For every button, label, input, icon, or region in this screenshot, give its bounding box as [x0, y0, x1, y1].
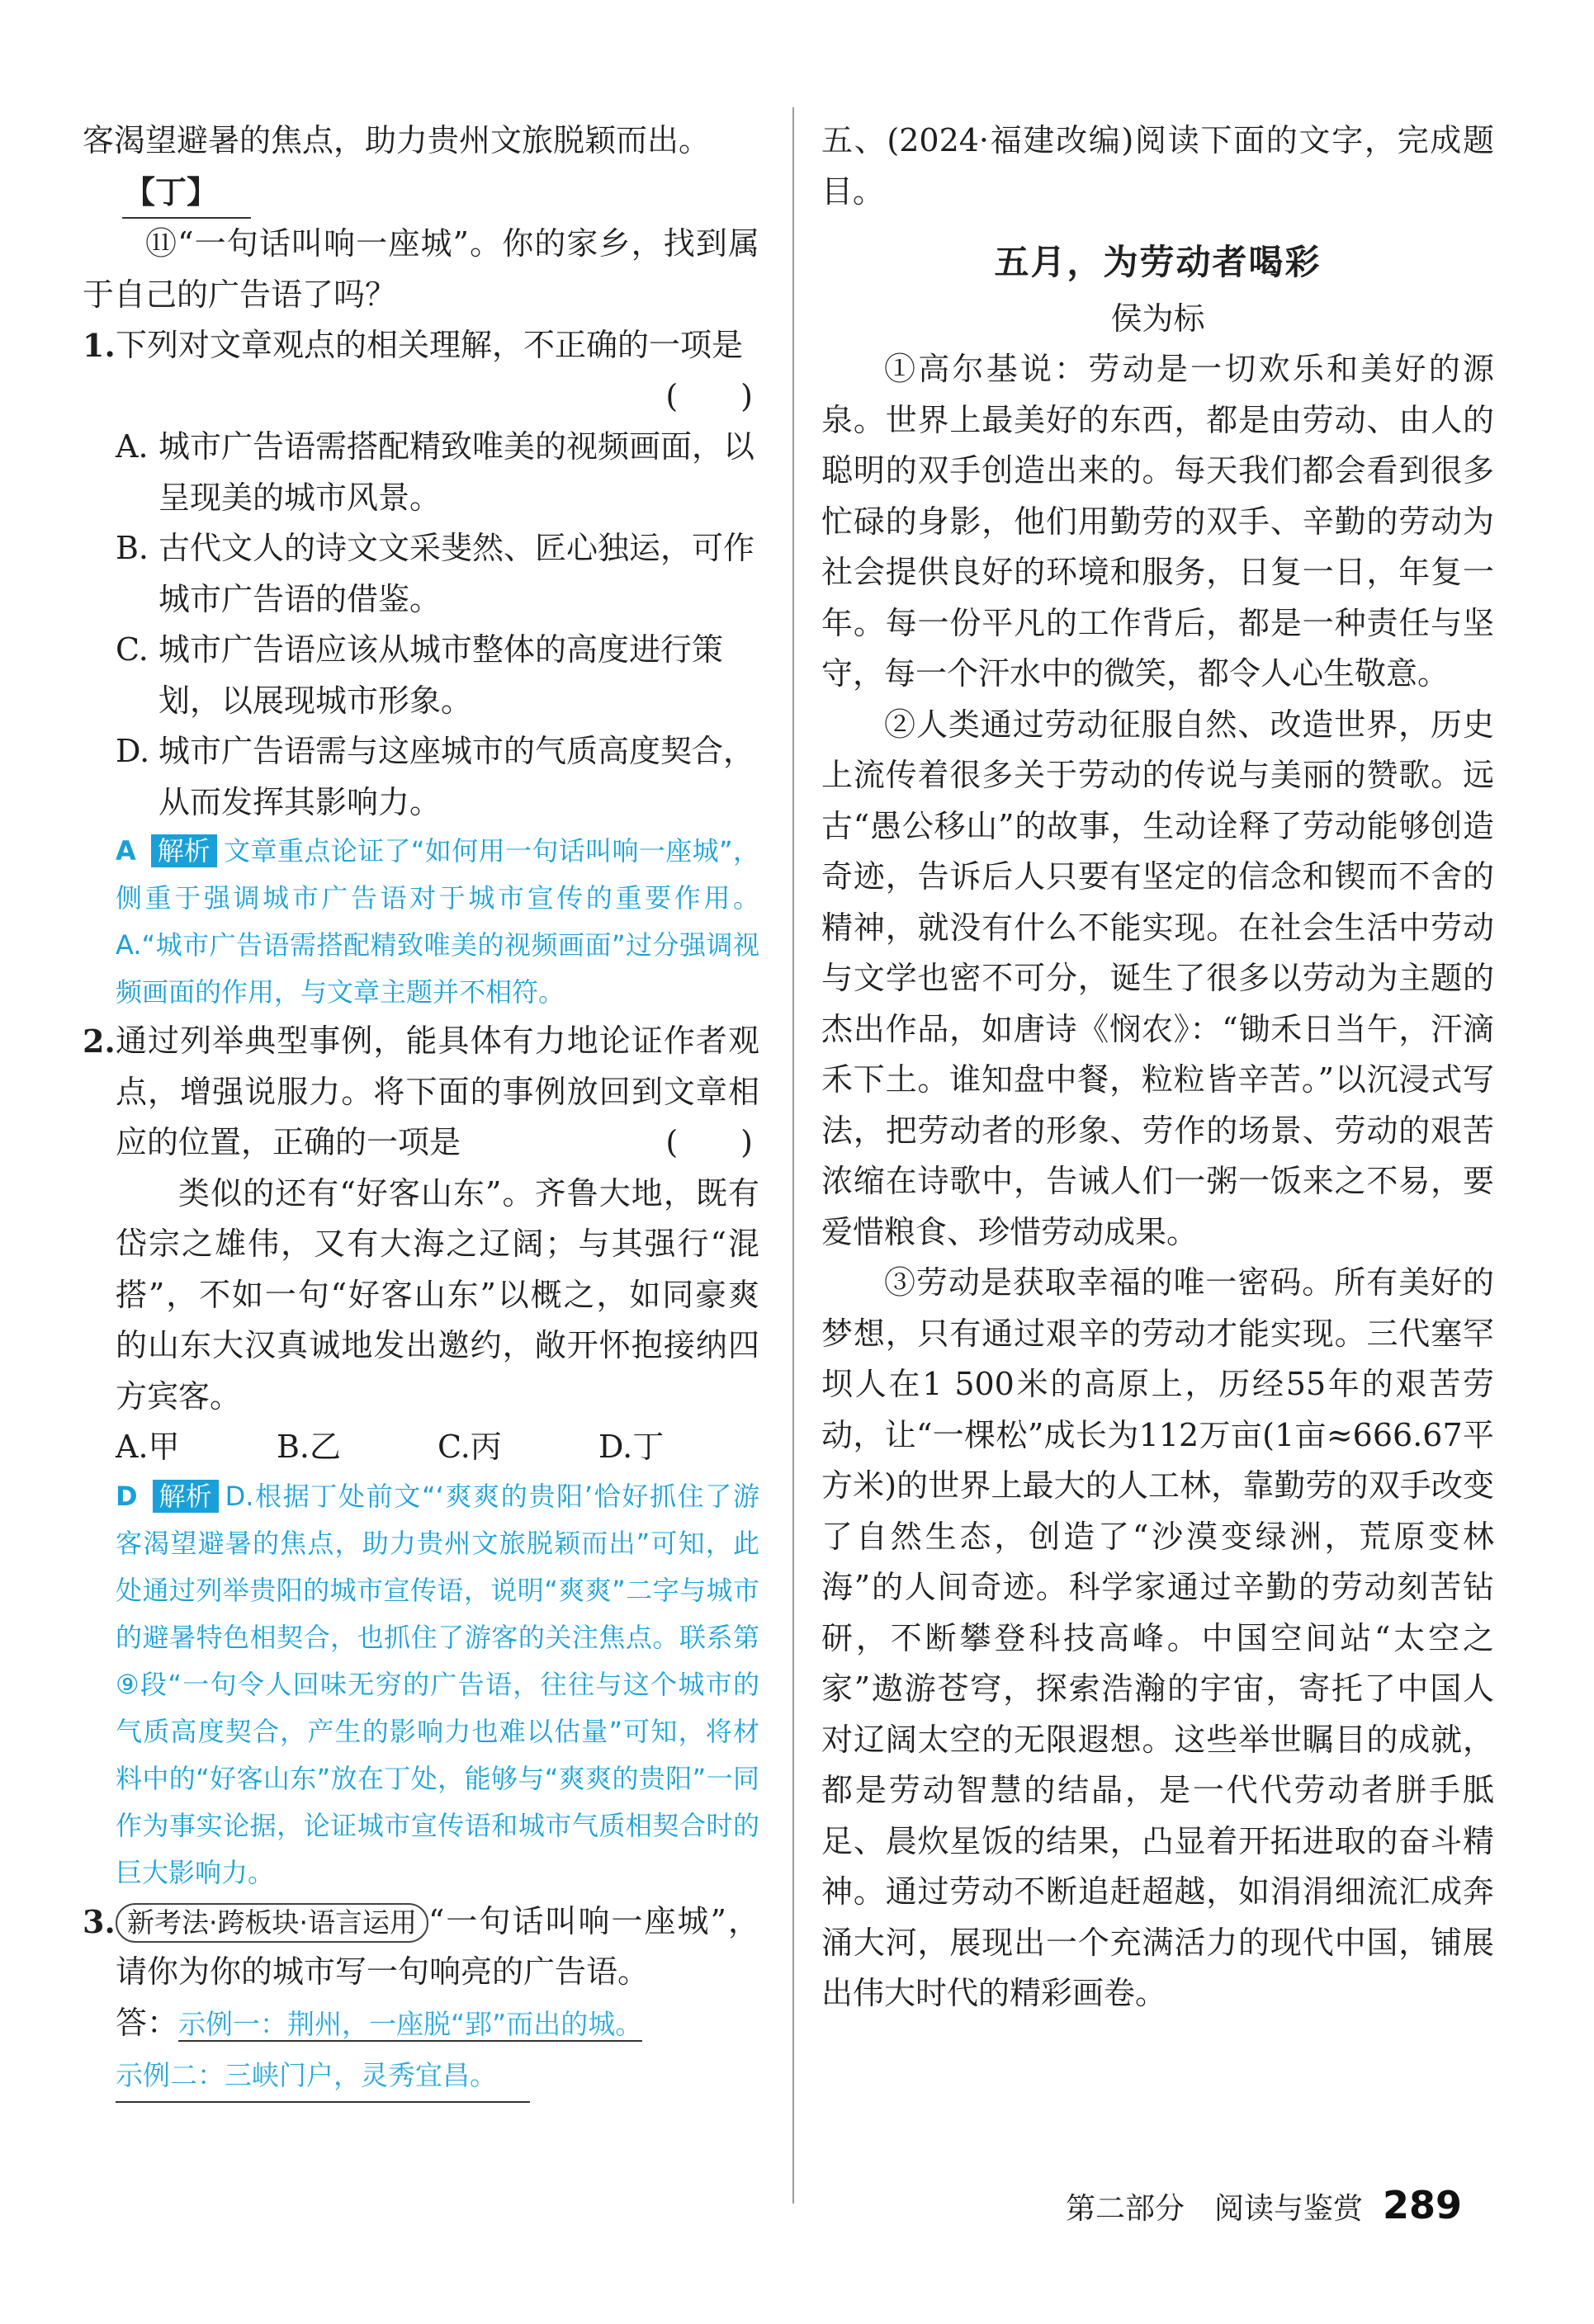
- article-paragraph-1: ①高尔基说：劳动是一切欢乐和美好的源泉。世界上最美好的东西，都是由劳动、由人的聪明的双手创造出来的。每天我们都会看到很多忙碌的身影，他们用勤劳的双手、辛勤的劳动为社会提供良好的环境和服务，日复一日，年复一年。每一份平凡的工作背后，都是一种责任与坚守，每一个汗水中的微笑，都令人心生敬意。: [821, 351, 1494, 692]
- option-b: B. 古代文人的诗文文采斐然、匠心独运，可作城市广告语的借鉴。: [116, 530, 755, 617]
- paragraph-11: ⑪“一句话叫响一座城”。你的家乡，找到属于自己的广告语了吗？: [83, 225, 759, 313]
- column-divider: [792, 107, 794, 2204]
- section-five-intro: 五、(2024·福建改编)阅读下面的文字，完成题目。: [821, 122, 1494, 210]
- question-type-tag: 新考法·跨板块·语言运用: [116, 1903, 428, 1943]
- option-d: D. 城市广告语需与这座城市的气质高度契合，从而发挥其影响力。: [116, 733, 755, 820]
- answer-letter: D: [116, 1480, 138, 1512]
- option-c: C. 城市广告语应该从城市整体的高度进行策划，以展现城市形象。: [116, 631, 724, 719]
- solution-1: [116, 828, 759, 1016]
- answer-example-2: 示例二：三峡门户，灵秀宜昌。: [116, 2050, 530, 2103]
- article-title: 五月，为劳动者喝彩: [994, 242, 1322, 282]
- page-footer: [1066, 2183, 1462, 2227]
- section-tag-ding: 【丁】: [83, 167, 759, 220]
- solution-2: [116, 1473, 759, 1897]
- analysis-badge: 解析: [151, 834, 217, 867]
- option-c: C.丙: [438, 1429, 502, 1465]
- question-stem: 下列对文章观点的相关理解，不正确的一项是: [116, 327, 744, 363]
- analysis-text: 文章重点论证了“如何用一句话叫响一座城”，侧重于强调城市广告语对于城市宣传的重要作用。A.“城市广告语需搭配精致唯美的视频画面”过分强调视频画面的作用，与文章主题并不相符。: [116, 835, 759, 1008]
- question-stem: 通过列举典型事例，能具体有力地论证作者观点，增强说服力。将下面的事例放回到文章相应的位置，正确的一项是: [116, 1023, 759, 1160]
- question-1: [83, 320, 759, 422]
- answer-bracket: ( ): [665, 1124, 753, 1160]
- option-a: A.甲: [116, 1429, 180, 1465]
- option-b: B.乙: [277, 1429, 342, 1465]
- answer-example-1: 示例一：荆州，一座脱“郢”而出的城。: [178, 2007, 643, 2040]
- carry-over-line: 客渴望避暑的焦点，助力贵州文旅脱颖而出。: [83, 122, 711, 158]
- article-paragraph-3: ③劳动是获取幸福的唯一密码。所有美好的梦想，只有通过艰辛的劳动才能实现。三代塞罕坝人在1 500米的高原上，历经55年的艰苦劳动，让“一棵松”成长为112万亩(1亩≈666.67平方米)的世界上最大的人工林，靠勤劳的双手改变了自然生态，创造了“沙漠变绿洲，荒原变林海”的人间奇迹。科学家通过辛勤的劳动刻苦钻研，不断攀登科技高峰。中国空间站“太空之家”遨游苍穹，探索浩瀚的宇宙，寄托了中国人对辽阔太空的无限遐想。这些举世瞩目的成就，都是劳动智慧的结晶，是一代代劳动者胼手胝足、晨炊星饭的结果，凸显着开拓进取的奋斗精神。通过劳动不断追赶超越，如涓涓细流汇成奔涌大河，展现出一个充满活力的现代中国，铺展出伟大时代的精彩画卷。: [821, 1264, 1494, 2011]
- answer-line-2: [116, 2049, 759, 2103]
- question-stem: “一句话叫响一座城”，请你为你的城市写一句响亮的广告语。: [116, 1902, 759, 1990]
- option-d: D.丁: [598, 1429, 665, 1465]
- example-passage: 类似的还有“好客山东”。齐鲁大地，既有岱宗之雄伟，又有大海之辽阔；与其强行“混搭”，不如一句“好客山东”以概之，如同豪爽的山东大汉真诚地发出邀约，敞开怀抱接纳四方宾客。: [116, 1174, 759, 1415]
- analysis-badge: 解析: [153, 1480, 219, 1513]
- section-label: 第二部分 阅读与鉴赏: [1065, 2192, 1363, 2226]
- article-paragraph-2: ②人类通过劳动征服自然、改造世界，历史上流传着很多关于劳动的传说与美丽的赞歌。远古“愚公移山”的故事，生动诠释了劳动能够创造奇迹，告诉后人只要有坚定的信念和锲而不舍的精神，就没有什么不能实现。在社会生活中劳动与文学也密不可分，诞生了很多以劳动为主题的杰出作品，如唐诗《悯农》：“锄禾日当午，汗滴禾下土。谁知盘中餐，粒粒皆辛苦。”以沉浸式写法，把劳动者的形象、劳作的场景、劳动的艰苦浓缩在诗歌中，告诫人们一粥一饭来之不易，要爱惜粮食、珍惜劳动成果。: [821, 706, 1494, 1250]
- left-column: [83, 116, 759, 2103]
- answer-line-1: [116, 1998, 759, 2050]
- question-number: 3.: [83, 1902, 116, 1940]
- article-author: 侯为标: [1110, 300, 1205, 337]
- answer-bracket: ( ): [665, 377, 753, 414]
- answer-label: 答：: [116, 2004, 179, 2041]
- analysis-text: D.根据丁处前文“‘爽爽的贵阳’恰好抓住了游客渴望避暑的焦点，助力贵州文旅脱颖而出”可知，此处通过列举贵阳的城市宣传语，说明“爽爽”二字与城市的避暑特色相契合，也抓住了游客的关注焦点。联系第⑨段“一句令人回味无穷的广告语，往往与这个城市的气质高度契合，产生的影响力也难以估量”可知，将材料中的“好客山东”放在丁处，能够与“爽爽的贵阳”一同作为事实论据，论证城市宣传语和城市气质相契合时的巨大影响力。: [116, 1480, 759, 1888]
- right-column: [821, 116, 1494, 2019]
- option-row: [116, 1422, 759, 1473]
- question-2: [83, 1016, 759, 1169]
- page-number: 289: [1382, 2183, 1462, 2227]
- question-3: [83, 1897, 759, 1998]
- question-number: 2.: [83, 1023, 116, 1060]
- answer-letter: A: [116, 835, 136, 867]
- question-number: 1.: [83, 327, 116, 364]
- option-a: A. 城市广告语需搭配精致唯美的视频画面，以呈现美的城市风景。: [116, 428, 755, 516]
